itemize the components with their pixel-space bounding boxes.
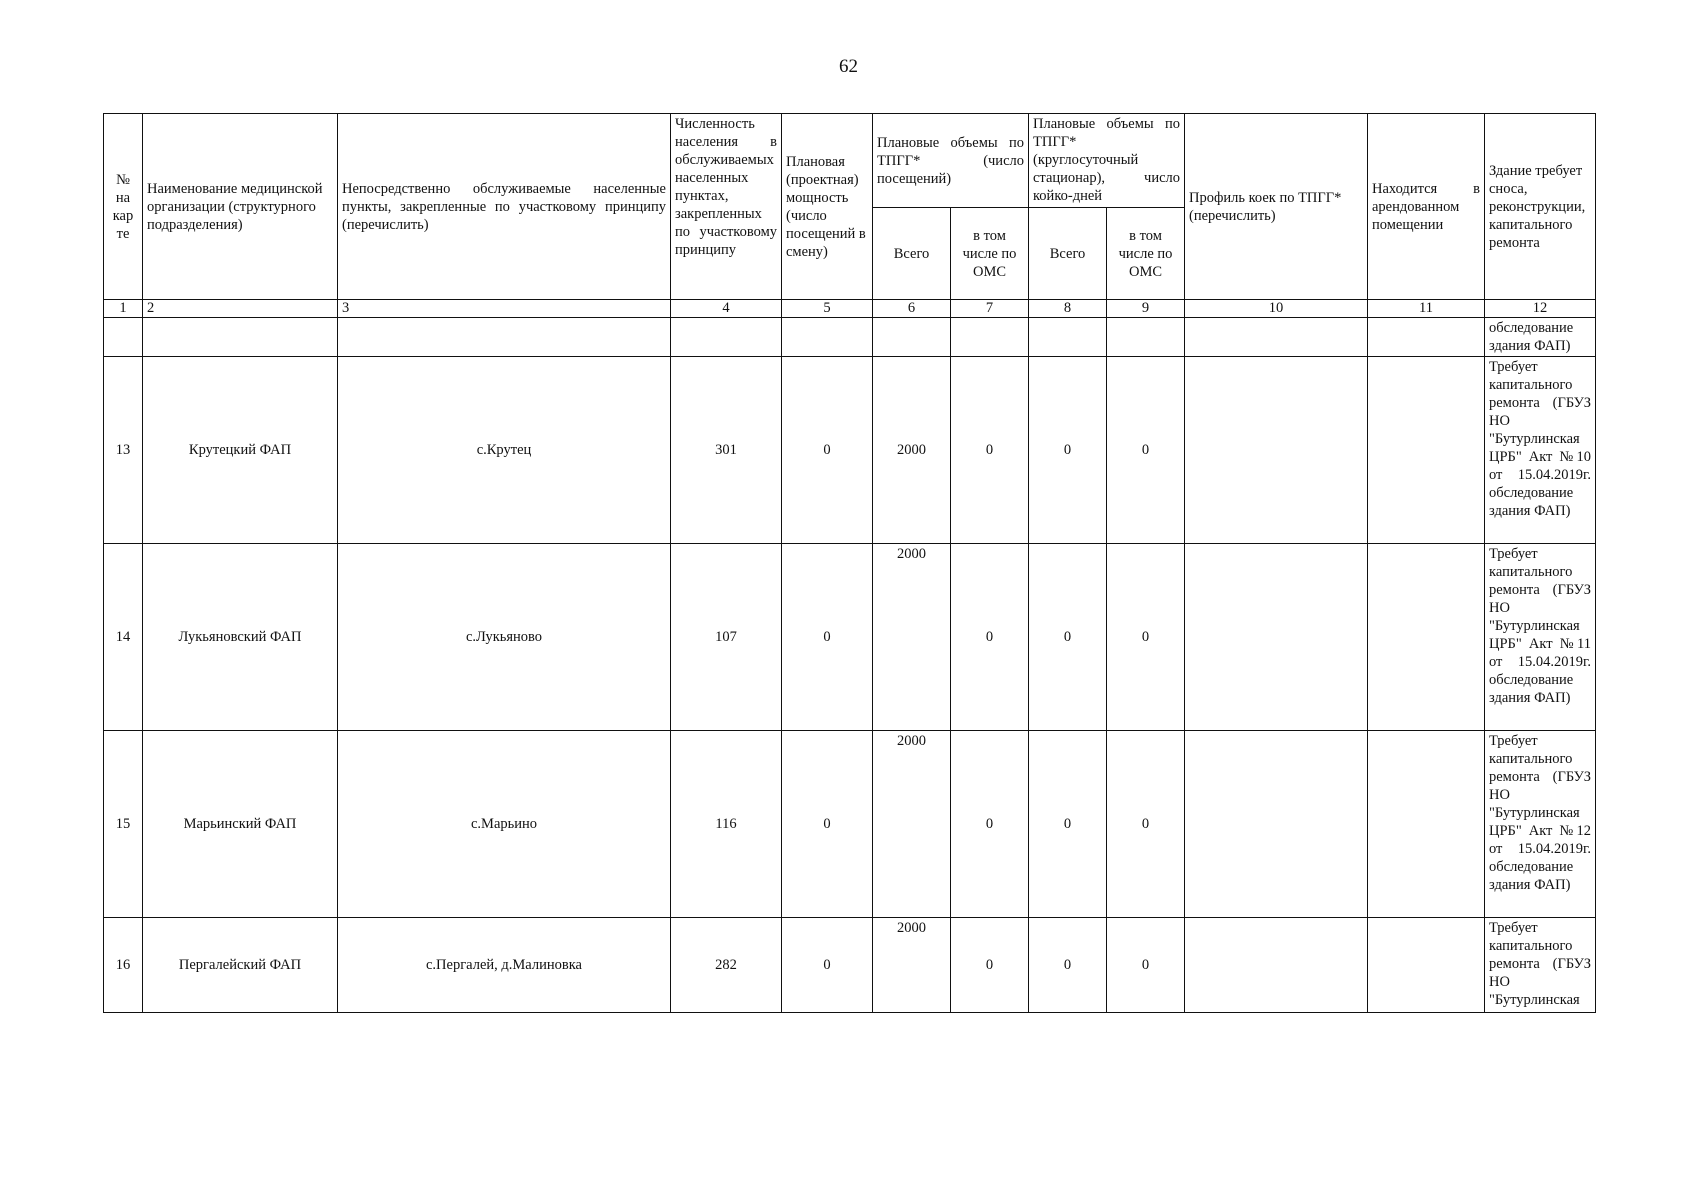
capacity: 0 — [782, 918, 873, 1013]
header-bed-profile: Профиль коек по ТПГГ* (перечислить) — [1185, 114, 1368, 300]
header-organization: Наименование медицинской организации (структурного подразделения) — [143, 114, 338, 300]
bed-profile — [1185, 544, 1368, 731]
header-number: № на кар те — [104, 114, 143, 300]
capacity: 0 — [782, 357, 873, 544]
beds-total: 0 — [1029, 357, 1107, 544]
served-places: с.Лукьяново — [338, 544, 671, 731]
organization-name: Крутецкий ФАП — [143, 357, 338, 544]
organization-name: Лукьяновский ФАП — [143, 544, 338, 731]
continuation-row — [104, 318, 1596, 357]
beds-total: 0 — [1029, 544, 1107, 731]
population: 301 — [671, 357, 782, 544]
visits-total: 2000 — [873, 544, 951, 731]
rented — [1368, 731, 1485, 918]
visits-total: 2000 — [873, 731, 951, 918]
served-places: с.Крутец — [338, 357, 671, 544]
served-places: с.Пергалей, д.Малиновка — [338, 918, 671, 1013]
column-number: 5 — [782, 300, 873, 318]
header-rented: Находится в арендованном помещении — [1368, 114, 1485, 300]
column-number: 11 — [1368, 300, 1485, 318]
header-beds-total: Всего — [1029, 208, 1107, 300]
beds-total: 0 — [1029, 731, 1107, 918]
column-number: 6 — [873, 300, 951, 318]
beds-total: 0 — [1029, 918, 1107, 1013]
population: 116 — [671, 731, 782, 918]
column-number: 2 — [143, 300, 338, 318]
bed-profile — [1185, 357, 1368, 544]
header-planned-visits: Плановые объемы по ТПГГ* (число посещений) — [873, 114, 1029, 208]
table-row — [104, 731, 1596, 918]
column-number: 8 — [1029, 300, 1107, 318]
building-note: Требует капитального ремонта (ГБУЗ НО "Бутурлинская ЦРБ" Акт №10 от 15.04.2019г. обследование здания ФАП) — [1485, 357, 1596, 544]
header-capacity: Плановая (проектная) мощность (число посещений в смену) — [782, 114, 873, 300]
bed-profile — [1185, 731, 1368, 918]
population: 107 — [671, 544, 782, 731]
column-number: 9 — [1107, 300, 1185, 318]
page-number: 62 — [839, 56, 858, 77]
population: 282 — [671, 918, 782, 1013]
row-number: 14 — [104, 544, 143, 731]
visits-oms: 0 — [951, 731, 1029, 918]
header-visits-total: Всего — [873, 208, 951, 300]
column-number: 7 — [951, 300, 1029, 318]
column-number: 10 — [1185, 300, 1368, 318]
visits-total: 2000 — [873, 357, 951, 544]
row-number: 15 — [104, 731, 143, 918]
capacity: 0 — [782, 731, 873, 918]
row-number: 13 — [104, 357, 143, 544]
column-number: 3 — [338, 300, 671, 318]
header-served-places: Непосредственно обслуживаемые населенные пункты, закрепленные по участковому принципу (перечислить) — [338, 114, 671, 300]
visits-oms: 0 — [951, 544, 1029, 731]
organization-name: Пергалейский ФАП — [143, 918, 338, 1013]
served-places: с.Марьино — [338, 731, 671, 918]
rented — [1368, 918, 1485, 1013]
header-planned-bed-days: Плановые объемы по ТПГГ* (круглосуточный стационар), число койко-дней — [1029, 114, 1185, 208]
visits-oms: 0 — [951, 357, 1029, 544]
beds-oms: 0 — [1107, 731, 1185, 918]
column-number: 4 — [671, 300, 782, 318]
building-note: Требует капитального ремонта (ГБУЗ НО "Бутурлинская ЦРБ" Акт №11 от 15.04.2019г. обследование здания ФАП) — [1485, 544, 1596, 731]
continuation-note: обследование здания ФАП) — [1485, 318, 1596, 357]
table-row — [104, 544, 1596, 731]
column-numbers-row — [104, 300, 1596, 318]
header-beds-oms: в том числе по ОМС — [1107, 208, 1185, 300]
table-row — [104, 357, 1596, 544]
beds-oms: 0 — [1107, 357, 1185, 544]
capacity: 0 — [782, 544, 873, 731]
beds-oms: 0 — [1107, 544, 1185, 731]
visits-total: 2000 — [873, 918, 951, 1013]
column-number: 12 — [1485, 300, 1596, 318]
building-note: Требует капитального ремонта (ГБУЗ НО "Бутурлинская ЦРБ" Акт №12 от 15.04.2019г. обследование здания ФАП) — [1485, 731, 1596, 918]
table-row — [104, 918, 1596, 1013]
row-number: 16 — [104, 918, 143, 1013]
rented — [1368, 544, 1485, 731]
bed-profile — [1185, 918, 1368, 1013]
building-note: Требует капитального ремонта (ГБУЗ НО "Бутурлинская — [1485, 918, 1596, 1013]
column-number: 1 — [104, 300, 143, 318]
rented — [1368, 357, 1485, 544]
header-population: Численность населения в обслуживаемых населенных пунктах, закрепленных по участковому принципу — [671, 114, 782, 300]
header-building-state: Здание требует сноса, реконструкции, капитального ремонта — [1485, 114, 1596, 300]
organization-name: Марьинский ФАП — [143, 731, 338, 918]
header-visits-oms: в том числе по ОМС — [951, 208, 1029, 300]
beds-oms: 0 — [1107, 918, 1185, 1013]
facilities-table — [103, 113, 1596, 1013]
visits-oms: 0 — [951, 918, 1029, 1013]
